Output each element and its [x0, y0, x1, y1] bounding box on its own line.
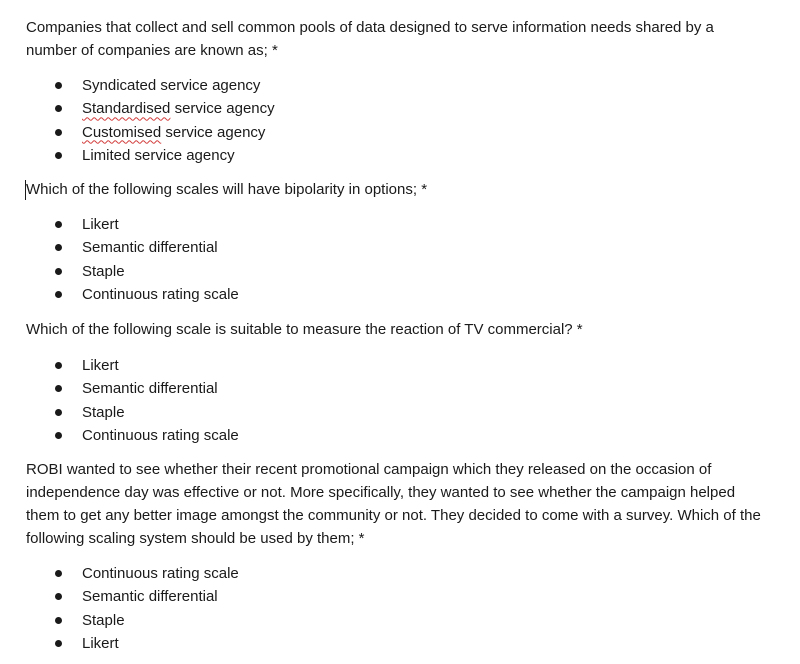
option-label: Continuous rating scale — [82, 426, 239, 444]
bullet-icon — [55, 82, 62, 89]
option-label: Customised service agency — [82, 123, 266, 141]
bullet-icon — [55, 409, 62, 416]
question-1-text: Companies that collect and sell common pools of data designed to serve information needs shared by a number of companies are known as; * — [26, 19, 714, 59]
bullet-icon — [55, 593, 62, 600]
list-item — [0, 562, 800, 585]
spellcheck-flagged-word: Standardised — [82, 100, 171, 118]
option-label: Syndicated service agency — [82, 77, 261, 94]
option-label: Staple — [82, 403, 125, 421]
option-label: Semantic differential — [82, 588, 218, 606]
bullet-icon — [55, 385, 62, 392]
list-item — [0, 632, 800, 655]
question-1-options — [0, 74, 800, 167]
bullet-icon — [55, 570, 62, 577]
list-item — [0, 585, 800, 608]
bullet-icon — [55, 129, 62, 136]
question-3-text: Which of the following scale is suitable to measure the reaction of TV commercial? * — [26, 321, 583, 338]
option-label: Likert — [82, 634, 119, 652]
option-label: Continuous rating scale — [82, 285, 239, 303]
option-label: Semantic differential — [82, 380, 218, 398]
list-item — [0, 609, 800, 632]
bullet-icon — [55, 221, 62, 228]
option-label: Semantic differential — [82, 239, 218, 257]
list-item — [0, 260, 800, 283]
question-3-options — [0, 354, 800, 447]
bullet-icon — [55, 244, 62, 251]
question-2-options — [0, 213, 800, 306]
bullet-icon — [55, 291, 62, 298]
bullet-icon — [55, 105, 62, 112]
option-label: Standardised service agency — [82, 100, 275, 118]
list-item — [0, 97, 800, 120]
bullet-icon — [55, 640, 62, 647]
list-item — [0, 236, 800, 259]
option-label: Staple — [82, 262, 125, 280]
bullet-icon — [55, 268, 62, 275]
list-item — [0, 401, 800, 424]
bullet-icon — [55, 617, 62, 624]
option-label: Likert — [82, 216, 119, 233]
question-4-options — [0, 562, 800, 655]
list-item — [0, 283, 800, 306]
list-item — [0, 121, 800, 144]
option-label: Likert — [82, 357, 119, 374]
option-label: Limited service agency — [82, 146, 235, 164]
list-item — [0, 424, 800, 447]
bullet-icon — [55, 432, 62, 439]
list-item — [0, 213, 800, 236]
question-4-text: ROBI wanted to see whether their recent promotional campaign which they released on the occasion of independence day was effective or not. More specifically, they wanted to see whether the campaign helped them to get any better image amongst the community or not. They decided to come with a survey. Which of the following scaling system should be used by them; * — [26, 461, 761, 547]
list-item — [0, 354, 800, 377]
list-item — [0, 74, 800, 97]
list-item — [0, 377, 800, 400]
question-2-text: Which of the following scales will have bipolarity in options; * — [26, 181, 428, 198]
spellcheck-flagged-word: Customised — [82, 123, 162, 141]
option-label: Continuous rating scale — [82, 565, 239, 582]
list-item — [0, 144, 800, 167]
option-label: Staple — [82, 611, 125, 629]
bullet-icon — [55, 362, 62, 369]
bullet-icon — [55, 152, 62, 159]
